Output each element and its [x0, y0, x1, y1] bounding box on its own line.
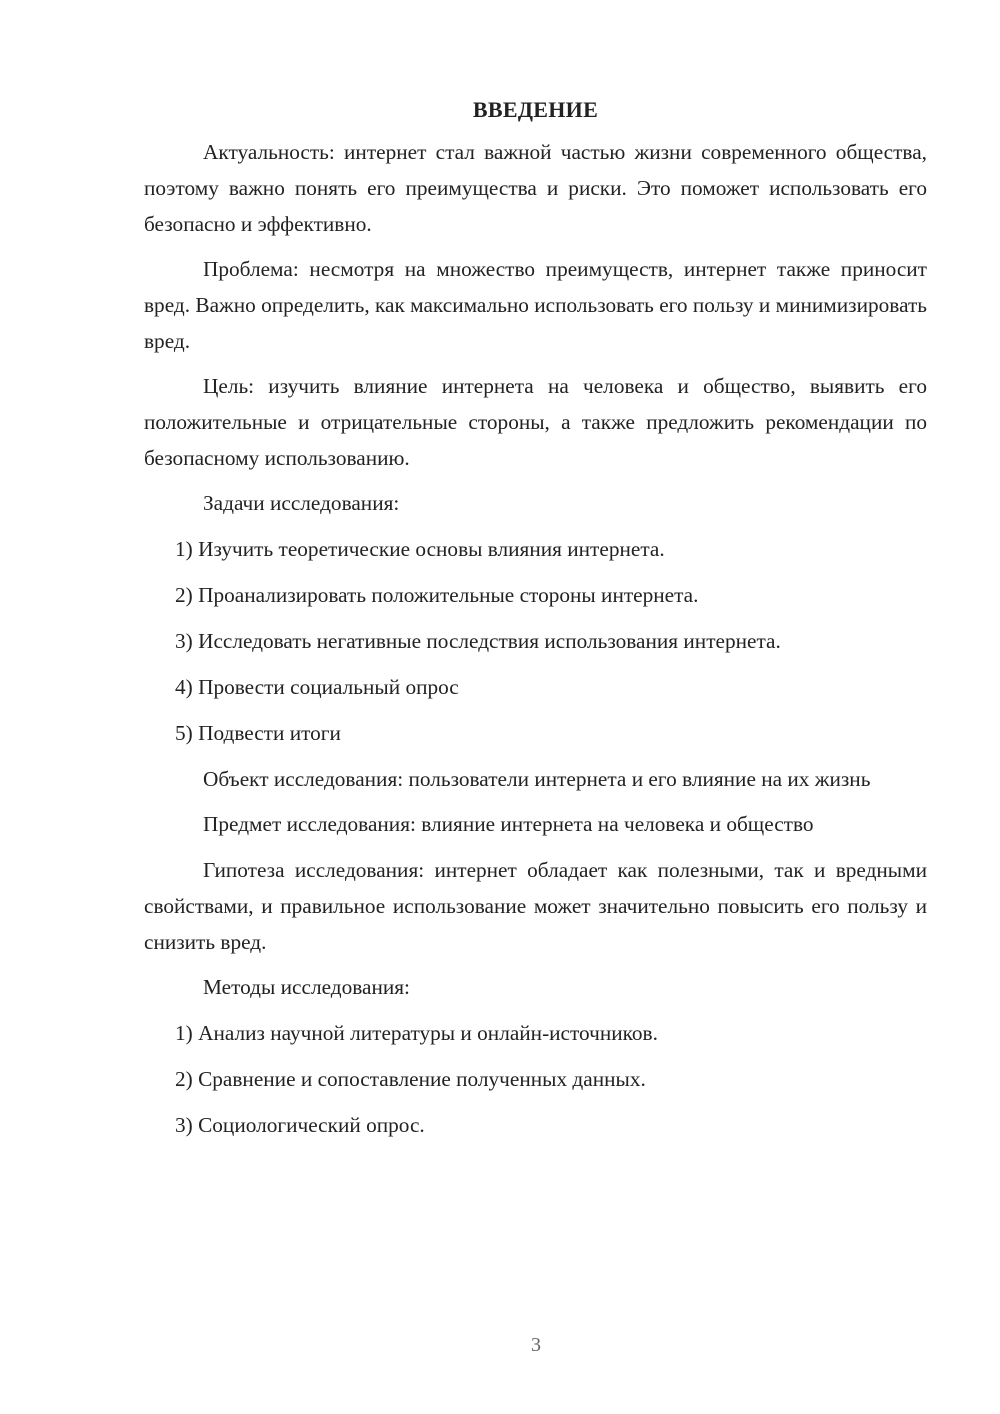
document-body — [144, 96, 927, 1153]
task-item: 2) Проанализировать положительные стороны интернета. — [175, 583, 699, 607]
method-item: 2) Сравнение и сопоставление полученных данных. — [175, 1067, 646, 1091]
subject-paragraph: Предмет исследования: влияние интернета на человека и общество — [203, 812, 814, 836]
relevance-paragraph: Актуальность: интернет стал важной частью жизни современного общества, поэтому важно понять его преимущества и риски. Это поможет использовать его безопасно и эффективно. — [144, 140, 927, 236]
task-item: 4) Провести социальный опрос — [175, 675, 459, 699]
task-item: 5) Подвести итоги — [175, 721, 341, 745]
method-item: 3) Социологический опрос. — [175, 1113, 425, 1137]
goal-paragraph: Цель: изучить влияние интернета на человека и общество, выявить его положительные и отрицательные стороны, а также предложить рекомендации по безопасному использованию. — [144, 374, 927, 470]
method-item: 1) Анализ научной литературы и онлайн-источников. — [175, 1021, 658, 1045]
object-paragraph: Объект исследования: пользователи интернета и его влияние на их жизнь — [203, 767, 871, 791]
methods-heading: Методы исследования: — [203, 975, 410, 999]
hypothesis-paragraph: Гипотеза исследования: интернет обладает как полезными, так и вредными свойствами, и правильное использование может значительно повысить его пользу и снизить вред. — [144, 858, 927, 954]
problem-paragraph: Проблема: несмотря на множество преимуществ, интернет также приносит вред. Важно определить, как максимально использовать его пользу и минимизировать вред. — [144, 257, 927, 353]
page-number: 3 — [531, 1334, 541, 1356]
task-item: 3) Исследовать негативные последствия использования интернета. — [175, 629, 781, 653]
section-title: ВВЕДЕНИЕ — [472, 97, 599, 122]
tasks-heading: Задачи исследования: — [203, 491, 400, 515]
task-item: 1) Изучить теоретические основы влияния интернета. — [175, 537, 665, 561]
